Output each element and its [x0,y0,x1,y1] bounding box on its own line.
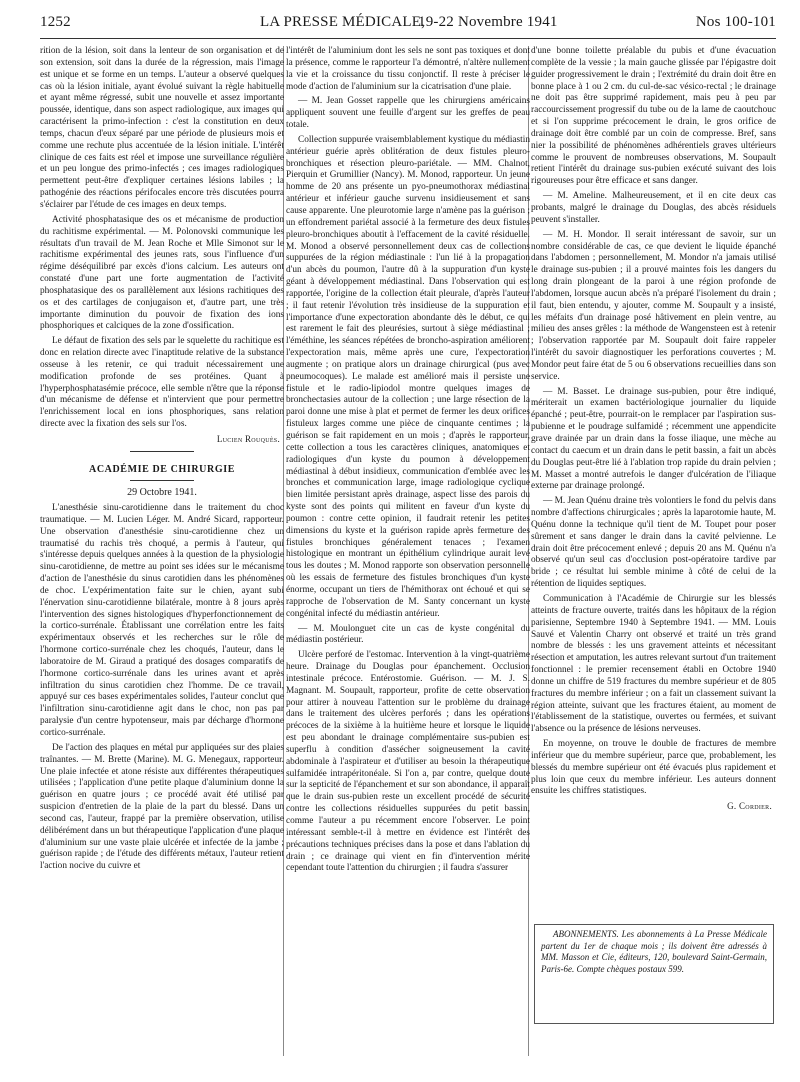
paragraph: — M. Moulonguet cite un cas de kyste congénital du médiastin postérieur. [286,623,530,646]
section-rule [130,480,194,481]
page-header [40,14,776,38]
paragraph: Ulcère perforé de l'estomac. Intervention à la vingt-quatrième heure. Drainage du Douglas pour épanchement. Occlusion intestinale précoce. Entérostomie. Guérison. — M. J. S. Magnant. M. Soupault, rapporteur, profite de cette observation pour attirer à nouveau l'attention sur le problème du drainage dans le traitement des ulcères perforés ; dans les opérations précoces de la sixième à la huitième heure et lorsque le liquide est peu abondant le drainage complémentaire sus-pubien est superflu à condition d'assécher soigneusement la cavité abdominale à l'aspirateur et d'utiliser au besoin la thérapeutique sulfamidée intrapéritonéale. Si l'on a, par contre, quelque doute sur la septicité de l'épanchement et sur son abondance, il apparaît que le drain sus-pubien reste un excellent procédé de sécurité contre les collections résiduelles suppurées du petit bassin, comme l'auteur a pu récemment encore l'observer. Le point intéressant semble-t-il à mettre en évidence est l'intérêt des précautions techniques précises dans la pose et dans l'ablation du drain ; ce drainage qui vient en fin d'intervention mérite cependant toute l'attention du chirurgien ; il faudra s'assurer [286,650,530,874]
paragraph: — M. Jean Gosset rappelle que les chirurgiens américains appliquent souvent une feuille d'argent sur les greffes de peau totale. [286,96,530,131]
author-signature: G. Cordier. [727,801,772,812]
subscriptions-box [534,924,774,1024]
column-2 [286,46,530,878]
journal-title: LA PRESSE MÉDICALE, [260,14,426,30]
paragraph: — M. Jean Quénu draine très volontiers le fond du pelvis dans nombre d'affections chirurgicales ; après la laparotomie haute, M. Quénu donne la technique qu'il tient de M. Toupet pour poser sûrement et sans danger le drain dans la cavité pelvienne. Le drain doit être précocement enlevé ; depuis 20 ans M. Quénu n'a observé qu'un seul cas d'occlusion post-opératoire tardive par bride ; ce résultat lui semble minime à côté de celui de la rétention de liquides septiques. [531,496,776,590]
issue-date: 19-22 Novembre 1941 [418,14,558,30]
subscriptions-text: ABONNEMENTS. Les abonnements à La Presse Médicale partent du 1er de chaque mois ; ils doivent être adressés à MM. Masson et Cie, éditeurs, 120, boulevard Saint-Germain, Paris-6e. Compte chèques postaux 599. [541,929,767,975]
section-heading: ACADÉMIE DE CHIRURGIE [89,464,235,476]
paragraph: Le défaut de fixation des sels par le squelette du rachitique est donc en relation directe avec l'inaptitude relative de la substance osseuse à les retenir, ce qui traduit nécessairement une modification profonde de ses protéines. Quant à l'hyperphosphatasémie précoce, elle semble n'être que la réponse d'un mécanisme de défense et n'intervient que pour permettre l'enrichissement local en ions phosphoriques, sans relation directe avec la fixation des sels sur l'os. [40,336,284,430]
column-1 [40,46,284,876]
paragraph: — M. Ameline. Malheureusement, et il en cite deux cas probants, malgré le drainage du Douglas, des abcès résiduels peuvent s'installer. [531,191,776,225]
paragraph: Communication à l'Académie de Chirurgie sur les blessés atteints de fracture ouverte, traités dans les hôpitaux de la région parisienne, Septembre 1940 à Septembre 1941. — MM. Louis Sauvé et Valentin Charry ont observé et traité un très grand nombre de blessés : les uns gravement atteints et nécessitant résection et amputation, les autres relevant surtout d'un traitement fonctionnel : le premier recensement établi en Octobre 1940 donne un chiffre de 519 fractures du membre supérieur et de 805 fractures du membre inférieur ; on a fait un classement suivant la région atteinte, suivant que les fractures étaient, au moment de l'établissement de la statistique, ouvertes ou fermées, et suivant l'absence ou la présence de lésions nerveuses. [531,593,776,735]
paragraph: L'anesthésie sinu-carotidienne dans le traitement du choc traumatique. — M. Lucien Léger. M. André Sicard, rapporteur. Une observation d'anesthésie sinu-carotidienne chez un traumatisé du rachis très choqué, a permis à l'auteur, qui s'intéresse depuis quelques années à la question de la physiologie sinu-carotidienne, de mettre au point ses idées sur le mécanisme d'action de l'anesthésie du sinus carotidien dans les phénomènes de choc. L'expérimentation faite sur le chien, ayant subi l'énervation sinu-carotidienne bilatérale, montre à 8 jours après l'intervention des signes histologiques d'hyperfonctionnement de la cortico-surrénale. Établissant une corrélation entre les faits expérimentaux observés et les recherches sur le rôle de l'hormone cortico-surrénale chez les choqués, l'auteur, dans le laboratoire de M. Giraud a pratiqué des dosages comparatifs de l'hormone cortico-surrénale dans les urines avant et après infiltration du sinus carotidien chez l'homme. De ce travail, appuyé sur ces bases expérimentales solides, l'auteur conclut que l'infiltration sinu-carotidienne agit dans le choc, non pas par paralysie d'un centre hypotenseur, mais par décharge d'hormone cortico-surrénale. [40,502,284,738]
section-rule [130,451,194,452]
author-signature: Lucien Rouquès. [216,434,280,444]
paragraph: De l'action des plaques en métal pur appliquées sur des plaies traînantes. — M. Brette (Marine). M. G. Menegaux, rapporteur. Une plaie infectée et atone résiste aux différentes thérapeutiques utilisées ; l'application d'une petite plaque d'aluminium donne la guérison en quatre jours ; ce procédé avait été utilisé par suspicion d'entretien de la plaie de la part du blessé. Dans un second cas, l'auteur, frappé par la première observation, utilise délibérément dans un but thérapeutique l'application d'une plaque d'aluminium sur une vaste plaie ulcérée et infectée de la jambe ; guérison rapide ; de l'étude des différents métaux, l'auteur retient l'action nocive du cuivre et [40,742,284,872]
paragraph: Collection suppurée vraisemblablement kystique du médiastin antérieur guérie après oblitération de deux fistules pleuro-bronchiques et résection pleuro-pariétale. — MM. Chalnot, Pierquin et Grumillier (Nancy). M. Monod, rapporteur. Un jeune homme de 20 ans présente un pyo-pneumothorax médiastinal antérieur et inférieur gauche survenu insidieusement et sans cause apparente. Une pleurotomie large n'amène pas la guérison ; un effondrement pariétal associé à la fermeture des deux fistules pleuro-bronchiques aboutit à l'effacement de la cavité résiduelle. M. Monod a observé personnellement deux cas de collections suppurées de la région médiastinale : l'un lié à la propagation d'un abcès du poumon, l'autre dû à la suppuration d'un kyste géant à développement médiastinal. Dans l'observation qui est rapportée, l'origine de la collection était pleurale, d'après l'auteur ; il faut retenir l'évolution très insidieuse de la suppuration et l'importance d'une expectoration abondante dès le début, ce qui est rarement le fait des pleurésies, surtout à siège médiastinal ; l'éméthine, les séances répétées de broncho-aspiration améliorent l'expectoration mais, même après une cure, l'expectoration augmente ; on pratique alors un drainage chirurgical (pus avec pneumocoques). Le malade est amélioré mais il persiste une fistule et le radio-lipiodol montre quelques images de bronchectasies autour de la collection ; une large résection de la paroi donne une mise à plat et permet de fermer les deux orifices fistuleux larges comme une pièce de cinquante centimes ; la guérison se fait rapidement en un mois ; d'après le rapporteur, cette collection a tous les caractères cliniques, anatomiques et radiologiques d'un kyste du poumon à développement médiastinal à début insidieux, communication d'emblée avec les bronches et communication large, image radiologique cyclique bien limitée persistant après drainage, aspect lisse des parois du kyste sont des points qui militent en faveur d'un kyste du poumon : contre cette opinion, il faudrait retenir les petites dimensions du kyste et la guérison rapide après fermeture des fistules bronchiques généralement tenaces ; l'examen histologique en montrant un épithélium cylindrique aurait levé tous les doutes ; M. Monod rapporte son observation personnelle où les essais de fermeture des fistules bronchiques d'un kyste énorme, occupant un tiers de l'hémithorax ont échoué et qui se rapproche de l'observation de M. Santy concernant un kyste congénital infecté du médiastin antérieur. [286,134,530,619]
paragraph: — M. Basset. Le drainage sus-pubien, pour être indiqué, mériterait un examen bactériologique journalier du liquide épanché ; peut-être, pourrait-on le remplacer par l'aspiration sus-pubienne et le poudrage sulfamidé ; récemment une appendicite grave drainée par un drain dans la fosse iliaque, une mèche au contact du caecum et un drain dans le petit bassin, a fait un abcès du Douglas peut-être lié à l'ablation trop rapide du drain pelvien ; M. Masset a montré autrefois le danger d'ulcération de l'iliaque externe par drainage prolongé. [531,386,776,492]
page-number: 1252 [40,14,71,30]
section-date: 29 Octobre 1941. [127,487,197,499]
paragraph: En moyenne, on trouve le double de fractures de membre inférieur que du membre supérieur, parce que, probablement, les blessés du membre supérieur ont été évacués plus rapidement et plus loin que ceux du membre inférieur. Les auteurs donnent ensuite les chiffres statistiques. [531,739,776,797]
paragraph: — M. H. Mondor. Il serait intéressant de savoir, sur un nombre considérable de cas, ce que devient le liquide épanché dans l'abdomen ; personnellement, M. Mondor n'a jamais utilisé le drainage sus-pubien ; il a prouvé maintes fois les dangers du long drain plongeant de la paroi à une région profonde de l'abdomen, lorsque aucun abcès n'a préparé l'isolement du drain ; il faut, bien entendu, y ajouter, comme M. Soupault y a insisté, les méfaits d'un drainage posé hâtivement en plein ventre, au milieu des anses grêles : la méthode de Wangensteen est à retenir ; l'observation rapportée par M. Soupault doit faire rappeler l'intérêt du savoir diagnostiquer les perforations couvertes ; M. Mondor peut faire état de 5 ou 6 observations recueillies dans son service. [531,229,776,382]
header-rule [40,38,776,39]
issue-number: Nos 100-101 [695,14,776,30]
paragraph: l'intérêt de l'aluminium dont les sels ne sont pas toxiques et dont la présence, comme le rapporteur l'a démontré, n'altère nullement la vie et la croissance du tissu conjonctif. Il reste à préciser le mode d'action de l'aluminium sur la cicatrisation d'une plaie. [286,46,530,92]
column-3 [531,46,776,819]
paragraph: Activité phosphatasique des os et mécanisme de production du rachitisme expérimental. — M. Polonovski communique les résultats d'un travail de M. Jean Roche et Mlle Simonot sur le rachitisme expérimental des jeunes rats, sous l'influence d'un régime déséquilibré par excès d'ions calcium. Les auteurs ont constaté d'une part une forte augmentation de l'activité phosphatasique des os parallèlement aux lésions rachitiques des os et des cartilages de conjugaison et, d'autre part, une très importante diminution du pouvoir de fixation des ions phosphoriques et calciques de la zone d'ossification. [40,214,284,332]
paragraph: d'une bonne toilette préalable du pubis et d'une évacuation complète de la vessie ; la main gauche glissée par l'épigastre doit guider progressivement le drain ; l'extrémité du drain doit être en bonne place à 1 ou 2 cm. du cul-de-sac vésico-rectal ; le drainage ne doit pas être supprimé rapidement, mais peu à peu par raccourcissement progressif du tube ou de la lame de caoutchouc et si l'on supprime précocement le drain, le gros orifice de drainage doit être comblé par un coin de compresse. Bref, sans nier la possibilité de phénomènes adhérentiels graves ultérieurs comme le prouvent de nombreuses observations, M. Soupault retient l'intérêt du drainage sus-pubien exécuté suivant des lois rigoureuses pour être efficace et sans danger. [531,46,776,187]
paragraph: rition de la lésion, soit dans la lenteur de son organisation et de son extension, soit dans la durée de la régression, mais l'image est unique et se forme en un temps. L'auteur a observé quelques cas où la lésion initiale, ayant évolué suivant la règle habituelle et ayant même régressé, subit une nouvelle et assez importante poussée, identique, dans son aspect radiologique, aux images qui caractérisent la primo-infection : c'est la constitution en deux temps, chacun d'eux séparé par une période de plusieurs mois et comme une rechute plus accentuée de la lésion initiale. L'intérêt clinique de ces faits est réel et impose une surveillance régulière et un peu longue des primo-infectés ; ces images radiologiques permettent peut-être d'expliquer certaines lésions labiles ; la pathogénie des réactions périfocales encore très discutées pourra s'éclairer par l'étude de ces images en deux temps. [40,46,284,210]
